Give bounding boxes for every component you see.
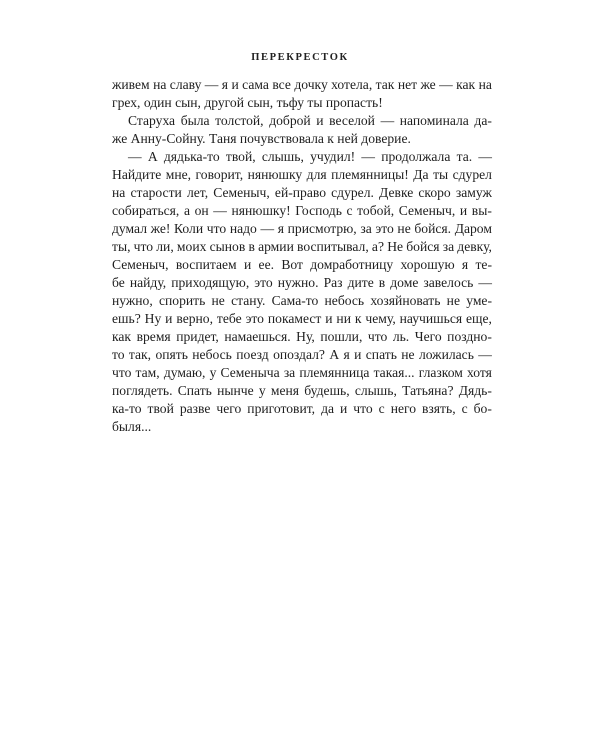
text-line: нужно, спорить не стану. Сама-то небось хозяйновать не уме- xyxy=(112,293,492,308)
text-line: живем на славу — я и сама все дочку хотела, так нет же — как на xyxy=(112,77,492,92)
text-line: Старуха была толстой, доброй и веселой — напоминала да- xyxy=(128,113,492,128)
text-line: Семеныч, воспитаем и ее. Вот домработницу хорошую я те- xyxy=(112,257,492,272)
text-line: Найдите мне, говорит, нянюшку для племянницы! Да ты сдурел xyxy=(112,167,492,182)
text-line: быля... xyxy=(112,419,152,434)
text-line: грех, один сын, другой сын, тьфу ты пропасть! xyxy=(112,95,383,110)
text-line: собираться, а он — нянюшку! Господь с тобой, Семеныч, и вы- xyxy=(112,203,492,218)
text-line: — А дядька-то твой, слышь, учудил! — продолжала та. — xyxy=(128,149,492,164)
text-line: то так, опять небось поезд опоздал? А я и спать не ложилась — xyxy=(112,347,492,362)
text-line: ты, что ли, моих сынов в армии воспитывал, а? Не бойся за девку, xyxy=(112,239,492,254)
text-line: ка-то твой разве чего приготовит, да и что с него взять, с бо- xyxy=(112,401,492,416)
text-line: же Анну-Сойну. Таня почувствовала к ней доверие. xyxy=(112,131,411,146)
text-line: что там, думаю, у Семеныча за племянница такая... глазком хотя xyxy=(112,365,492,380)
text-line: ешь? Ну и верно, тебе это покамест и ни к чему, научишься еще, xyxy=(112,311,492,326)
text-line: как время придет, намаешься. Ну, пошли, что ль. Чего поздно- xyxy=(112,329,492,344)
text-line: на старости лет, Семеныч, ей-право сдурел. Девке скоро замуж xyxy=(112,185,492,200)
text-line: поглядеть. Спать нынче у меня будешь, слышь, Татьяна? Дядь- xyxy=(112,383,492,398)
running-head: ПЕРЕКРЕСТОК xyxy=(251,52,349,63)
text-line: думал же! Коли что надо — я присмотрю, за это не бойся. Даром xyxy=(112,221,492,236)
body-text xyxy=(112,76,492,436)
text-line: бе найду, приходящую, это нужно. Раз дите в доме завелось — xyxy=(112,275,492,290)
